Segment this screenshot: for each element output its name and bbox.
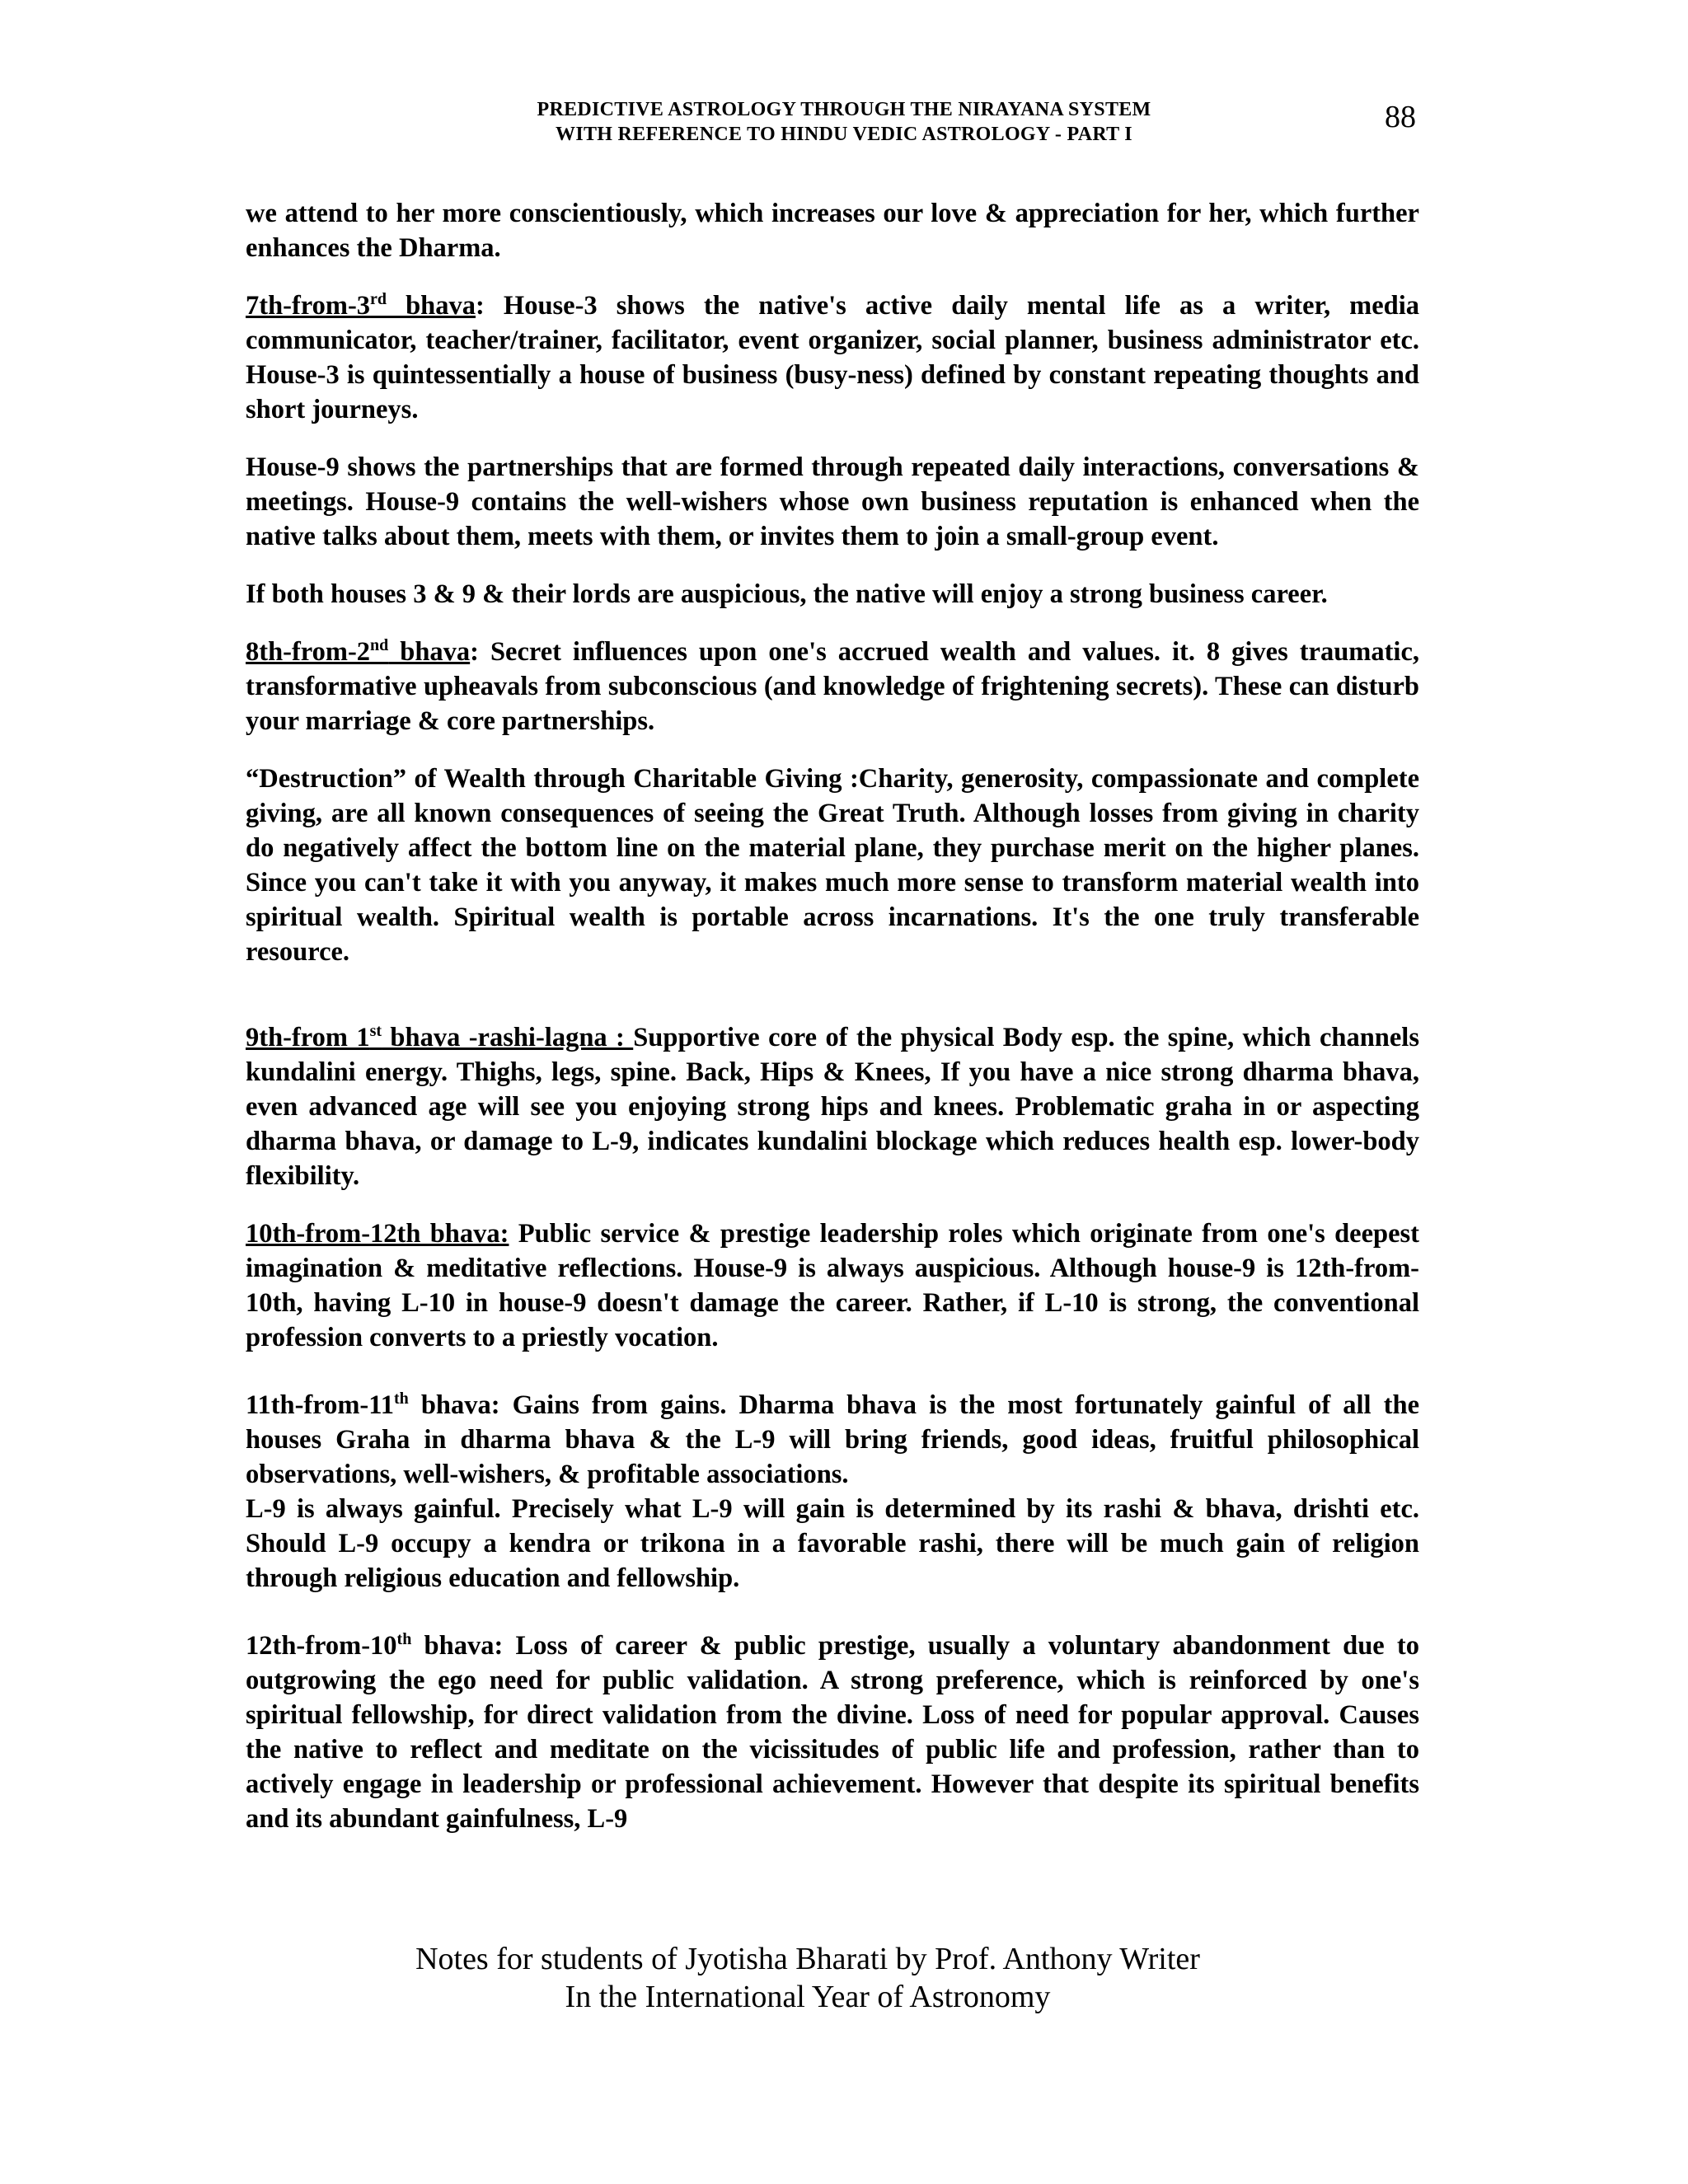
section-heading-8th-from-2nd: 8th-from-2nd bhava [246, 636, 471, 667]
paragraph-text: bhava: Loss of career & public prestige, usually a voluntary abandonment due to outgrowing the ego need for public validation. A strong preference, which is reinforced by one's spiritual fellowship, for direct validation from the divine. Loss of need for popular approval. Causes the native to reflect and meditate on the vicissitudes of public life and profession, rather than to actively engage in leadership or professional achievement. However that despite its spiritual benefits and its abundant gainfulness, L-9 [246, 1631, 1419, 1834]
section-heading-12th-from-10th: 12th-from-10th [246, 1630, 412, 1661]
paragraph-text: Public service & prestige leadership roles which originate from one's deepest imagination & meditative reflections. House-9 is always auspicious. Although house-9 is 12th-from-10th, having L-10 in house-9 doesn't damage the career. Rather, if L-10 is strong, the conventional profession converts to a priestly vocation. [246, 1219, 1419, 1352]
paragraph-text: bhava: Gains from gains. Dharma bhava is the most fortunately gainful of all the houses Graha in dharma bhava & the L-9 will bring friends, good ideas, fruitful philosophical observations, well-wishers, & profitable associations. [246, 1390, 1419, 1489]
paragraph-text: : House-3 shows the native's active daily mental life as a writer, media communicator, teacher/trainer, facilitator, event organizer, social planner, business administrator etc. House-3 is quintessentially a house of business (busy-ness) defined by constant repeating thoughts and short journeys. [246, 291, 1419, 424]
paragraph-7th-from-3rd [246, 288, 1419, 427]
header-title-line-1: PREDICTIVE ASTROLOGY THROUGH THE NIRAYANA SYSTEM [537, 99, 1151, 120]
paragraph-10th-from-12th [246, 1216, 1419, 1355]
paragraph-dharma-continuation: we attend to her more conscientiously, which increases our love & appreciation for her, which further enhances the Dharma. [246, 199, 1419, 263]
running-header [0, 97, 1688, 147]
running-footer [0, 1940, 1615, 2016]
page-body [246, 196, 1419, 1836]
paragraph-l9-gainful: L-9 is always gainful. Precisely what L-9 will gain is determined by its rashi & bhava, drishti etc. Should L-9 occupy a kendra or trikona in a favorable rashi, there will be much gain of religion through religious education and fellowship. [246, 1494, 1419, 1593]
section-heading-10th-from-12th: 10th-from-12th bhava: [246, 1219, 509, 1249]
paragraph-text: : Secret influences upon one's accrued wealth and values. it. 8 gives traumatic, transformative upheavals from subconscious (and knowledge of frightening secrets). These can disturb your marriage & core partnerships. [246, 637, 1419, 736]
paragraph-11th-from-11th [246, 1388, 1419, 1492]
section-heading-7th-from-3rd: 7th-from-3rd bhava [246, 290, 476, 321]
header-title-line-2: WITH REFERENCE TO HINDU VEDIC ASTROLOGY - PART I [556, 124, 1132, 145]
paragraph-house-9-partnerships: House-9 shows the partnerships that are formed through repeated daily interactions, conversations & meetings. House-9 contains the well-wishers whose own business reputation is enhanced when the native talks about them, meets with them, or invites them to join a small-group event. [246, 452, 1419, 551]
section-heading-11th-from-11th: 11th-from-11th [246, 1390, 409, 1420]
paragraph-charitable-giving: “Destruction” of Wealth through Charitable Giving :Charity, generosity, compassionate and complete giving, are all known consequences of seeing the Great Truth. Although losses from giving in charity do negatively affect the bottom line on the material plane, they purchase merit on the higher planes. Since you can't take it with you anyway, it makes much more sense to transform material wealth into spiritual wealth. Spiritual wealth is portable across incarnations. It's the one truly transferable resource. [246, 764, 1419, 967]
footer-line-1: Notes for students of Jyotisha Bharati by Prof. Anthony Writer [415, 1942, 1200, 1976]
paragraph-8th-from-2nd [246, 635, 1419, 738]
paragraph-12th-from-10th [246, 1629, 1419, 1836]
paragraph-9th-from-1st [246, 1020, 1419, 1193]
paragraph-business-career: If both houses 3 & 9 & their lords are auspicious, the native will enjoy a strong business career. [246, 579, 1328, 609]
section-heading-9th-from-1st: 9th-from 1st bhava -rashi-lagna : [246, 1022, 634, 1052]
page-number: 88 [1385, 100, 1416, 134]
footer-line-2: In the International Year of Astronomy [565, 1980, 1051, 2014]
paragraph-text: Supportive core of the physical Body esp. the spine, which channels kundalini energy. Thighs, legs, spine. Back, Hips & Knees, If you have a nice strong dharma bhava, even advanced age will see you enjoying strong hips and knees. Problematic graha in or aspecting dharma bhava, or damage to L-9, indicates kundalini blockage which reduces health esp. lower-body flexibility. [246, 1023, 1419, 1191]
